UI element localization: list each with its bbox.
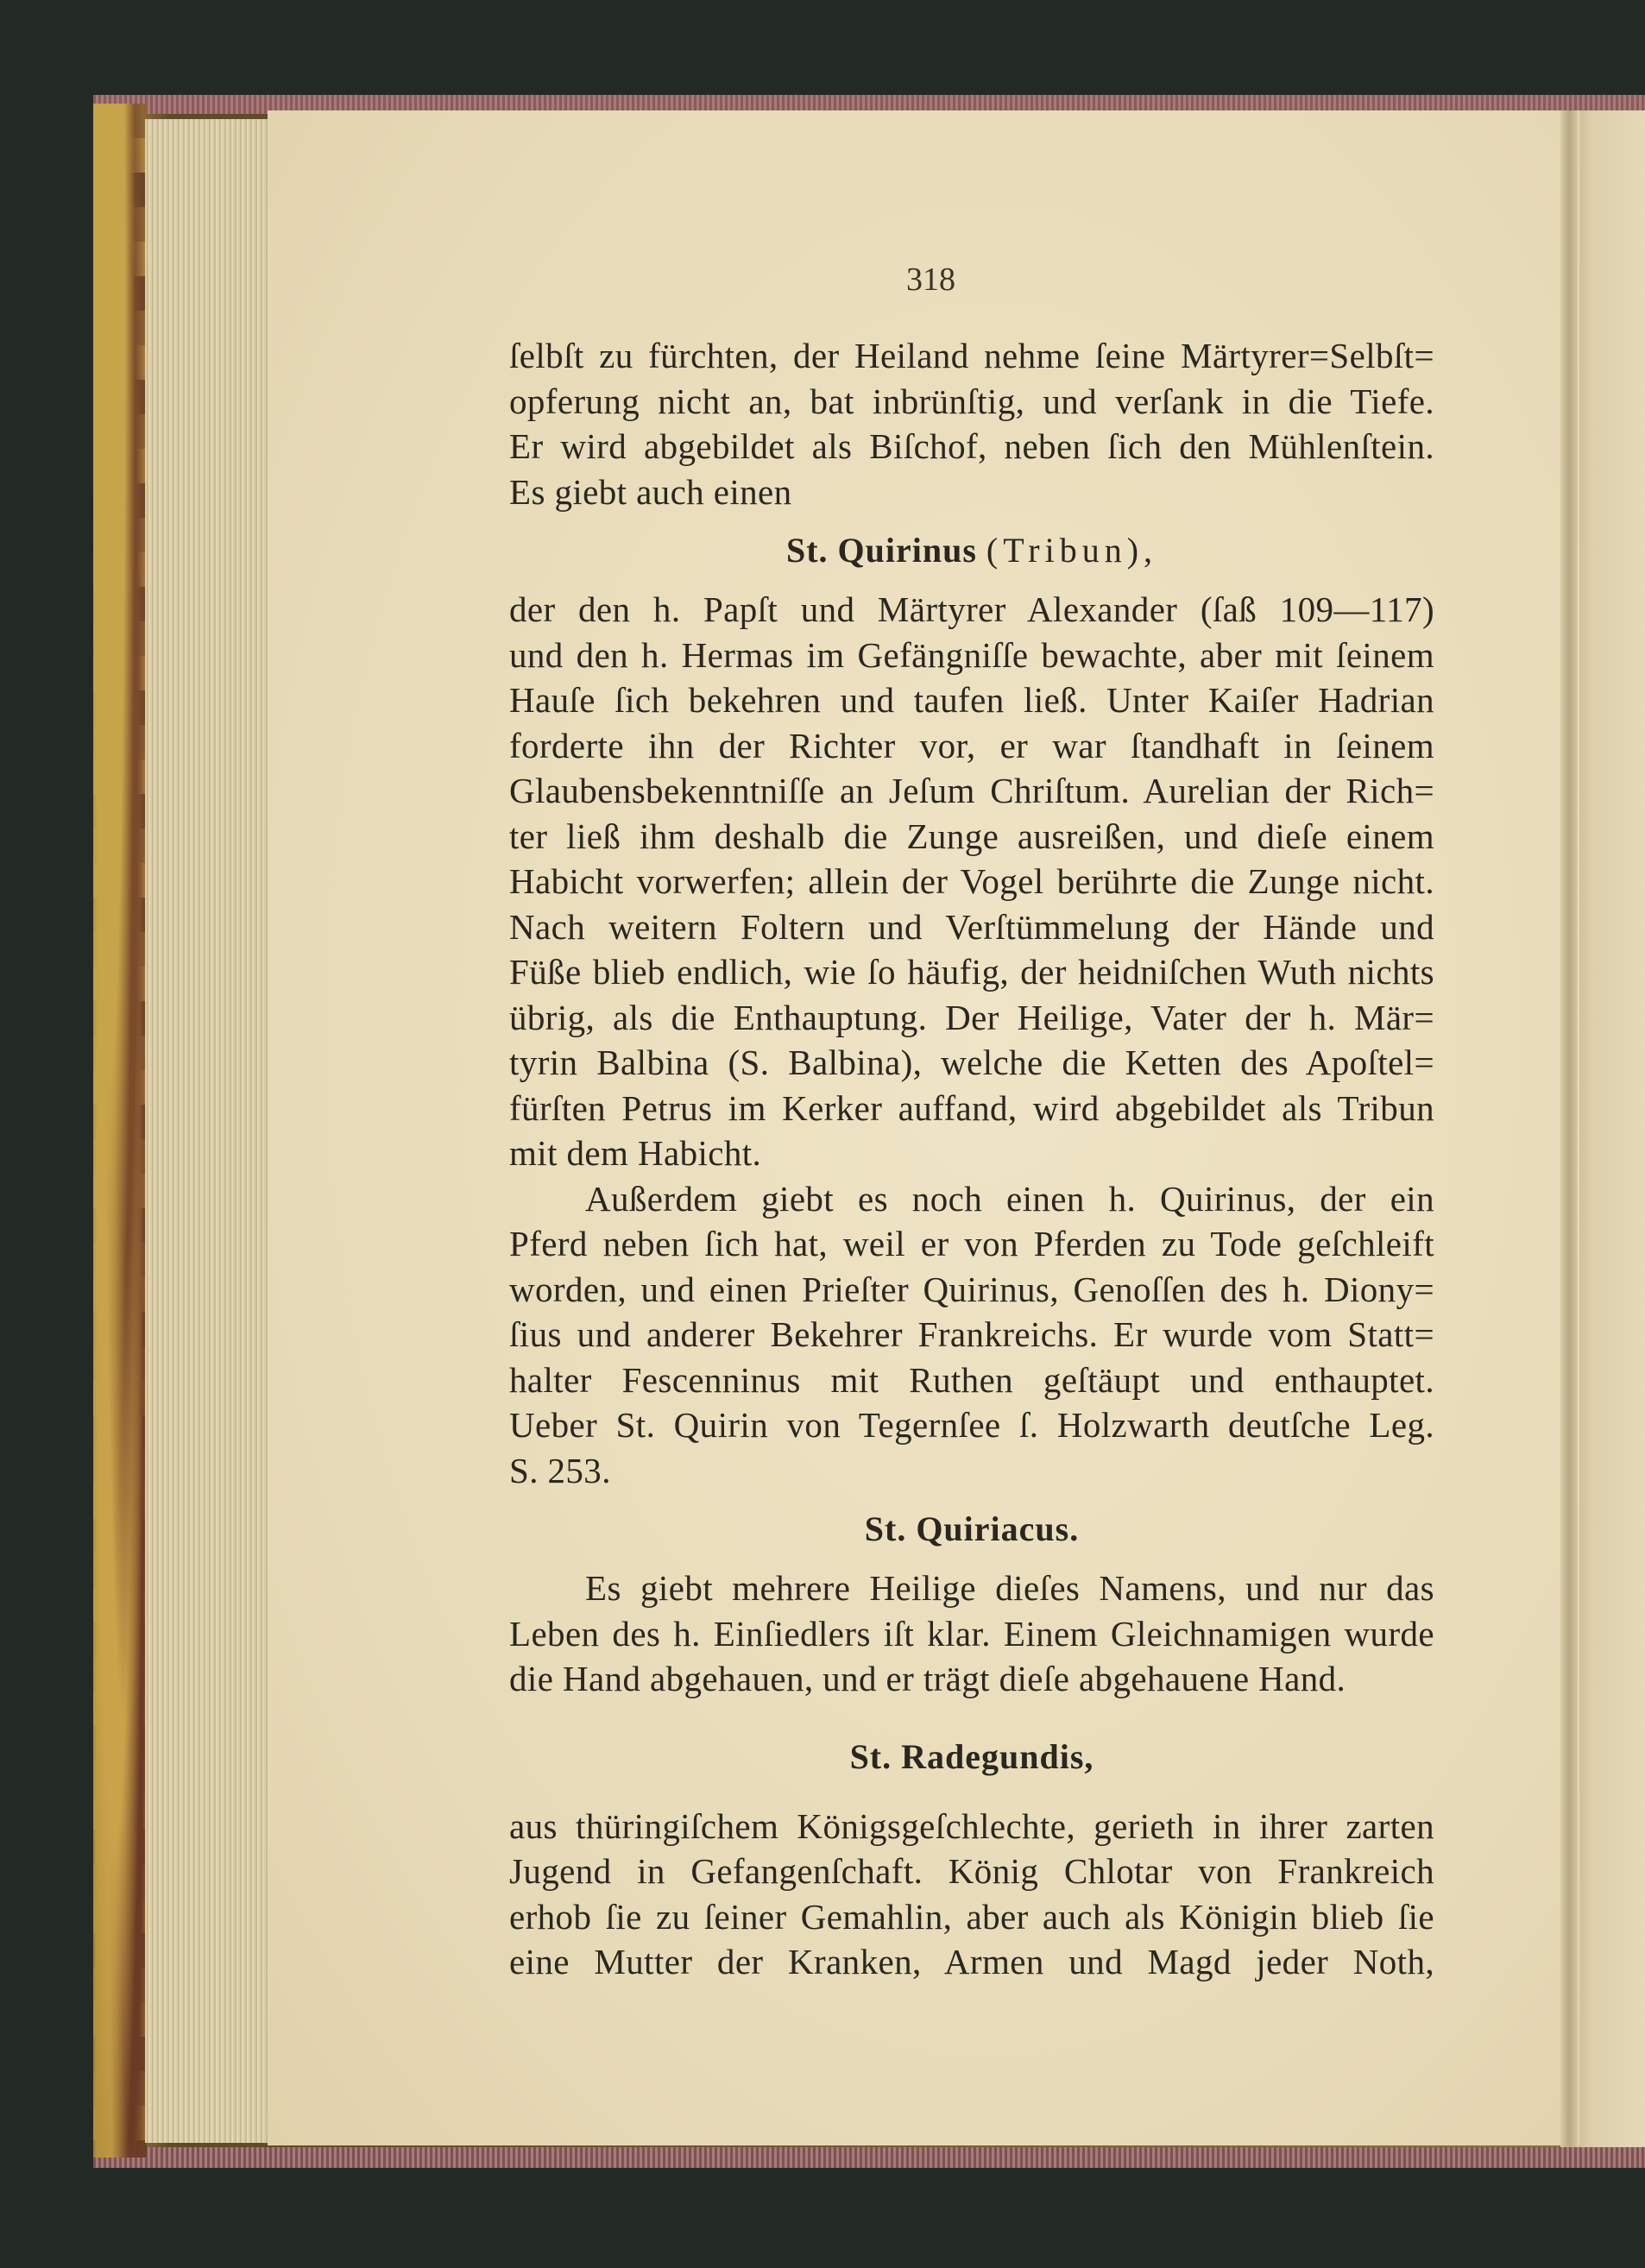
text-line: Glaubensbekenntniſſe an Jeſum Chriſtum. Aurelian der Rich= xyxy=(509,771,1434,810)
text-line: Außerdem giebt es noch einen h. Quirinus, der ein xyxy=(585,1178,1434,1219)
facing-page xyxy=(1571,110,1645,2147)
text-line: forderte ihn der Richter vor, er war ſtandhaft in ſeinem xyxy=(509,725,1434,765)
page-text xyxy=(509,333,1434,1985)
text-line: Es giebt mehrere Heilige dieſes Namens, und nur das xyxy=(585,1568,1434,1608)
text-line: Es giebt auch einen xyxy=(509,471,792,512)
text-line: ſius und anderer Bekehrer Frankreichs. Er wurde vom Statt= xyxy=(509,1314,1434,1354)
text-line: der den h. Papſt und Märtyrer Alexander (ſaß 109—117) xyxy=(509,589,1434,629)
text-line: Pferd neben ſich hat, weil er von Pferden zu Tode geſchleift xyxy=(509,1224,1434,1263)
page-number: 318 xyxy=(906,261,955,298)
text-line: ter ließ ihm deshalb die Zunge ausreißen, und dieſe einem xyxy=(509,816,1434,856)
page-block-edges xyxy=(145,119,274,2143)
paragraph-2 xyxy=(509,587,1434,1176)
heading-st-quirinus xyxy=(509,526,1434,575)
text-line: Hauſe ſich bekehren und taufen ließ. Unter Kaiſer Hadrian xyxy=(509,680,1434,720)
text-line: übrig, als die Enthauptung. Der Heilige, Vater der h. Mär= xyxy=(509,997,1434,1037)
heading-st-radegundis: St. Radegundis, xyxy=(849,1736,1094,1776)
text-line: Leben des h. Einſiedlers iſt klar. Einem Gleichnamigen wurde xyxy=(509,1613,1434,1654)
text-line: S. 253. xyxy=(509,1450,611,1490)
text-line: Nach weitern Foltern und Verſtümmelung der Hände und xyxy=(509,906,1434,947)
cover-bottom-edge xyxy=(93,2147,1645,2168)
heading-st-quiriacus: St. Quiriacus. xyxy=(864,1509,1080,1548)
paragraph-1 xyxy=(509,333,1434,514)
heading-title: St. Quirinus xyxy=(785,531,977,570)
text-line: worden, und einen Prieſter Quirinus, Genoſſen des h. Diony= xyxy=(509,1269,1434,1309)
paragraph-4 xyxy=(509,1566,1434,1702)
text-line: tyrin Balbina (S. Balbina), welche die Ketten des Apoſtel= xyxy=(509,1043,1434,1082)
marbled-edge xyxy=(93,104,147,2158)
text-line: Jugend in Gefangenſchaft. König Chlotar von Frankreich xyxy=(509,1851,1434,1891)
text-line: die Hand abgehauen, und er trägt dieſe abgehauene Hand. xyxy=(509,1659,1346,1698)
page-gutter xyxy=(1560,110,1578,2147)
text-line: Ueber St. Quirin von Tegernſee ſ. Holzwarth deutſche Leg. xyxy=(509,1405,1434,1445)
text-line: halter Fescenninus mit Ruthen geſtäupt und enthauptet. xyxy=(509,1359,1434,1400)
text-line: aus thüringiſchem Königsgeſchlechte, gerieth in ihrer zarten xyxy=(509,1805,1434,1846)
text-line: fürſten Petrus im Kerker auffand, wird abgebildet als Tribun xyxy=(509,1087,1434,1128)
text-line: Er wird abgebildet als Biſchof, neben ſich den Mühlenſtein. xyxy=(509,426,1434,466)
text-line: opferung nicht an, bat inbrünſtig, und verſank in die Tiefe. xyxy=(509,381,1434,421)
text-line: Füße blieb endlich, wie ſo häufig, der heidniſchen Wuth nichts xyxy=(509,952,1434,992)
text-line: ſelbſt zu fürchten, der Heiland nehme ſeine Märtyrer=Selbſt= xyxy=(509,336,1434,375)
text-line: eine Mutter der Kranken, Armen und Magd jeder Noth, xyxy=(509,1942,1434,1981)
heading-subtitle: (Tribun), xyxy=(986,531,1158,570)
text-line: erhob ſie zu ſeiner Gemahlin, aber auch als Königin blieb ſie xyxy=(509,1896,1434,1937)
text-line: mit dem Habicht. xyxy=(509,1133,762,1173)
paragraph-5 xyxy=(509,1804,1434,1985)
text-line: und den h. Hermas im Gefängniſſe bewachte, aber mit ſeinem xyxy=(509,634,1434,675)
text-line: Habicht vorwerfen; allein der Vogel berührte die Zunge nicht. xyxy=(509,861,1434,901)
paragraph-3 xyxy=(509,1176,1434,1494)
